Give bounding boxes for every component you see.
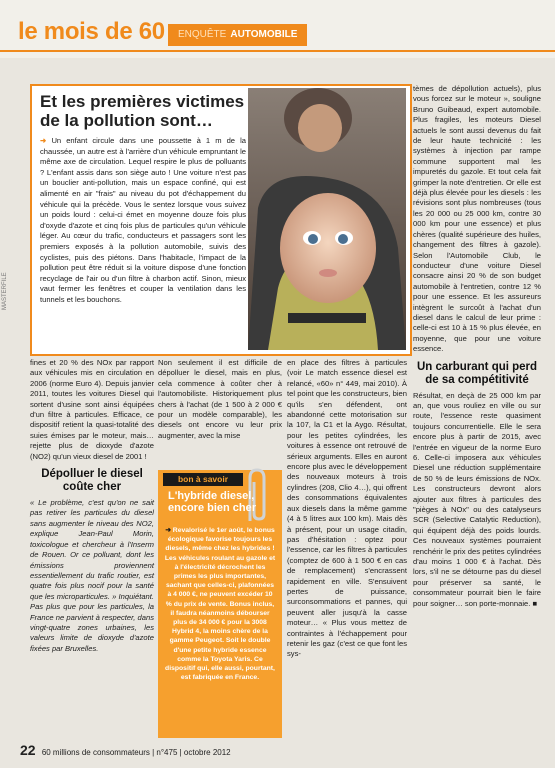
column-4 <box>413 84 541 609</box>
col3-paragraph-1: en place des filtres à particules (voir Le match essence diesel est relancé, «60» n° 449, mai 2010). À tel point que les constructeurs, bien qu'ils s'en défendent, ont abandonné cette motorisation sur la 107, la C1 et la Aygo. Résultat, pour les petites cylindrées, les voitures à essence ont retrouvé de sérieux arguments. Elles en auront encore plus avec le développement des nouveaux moteurs à trois cylindres (208, Clio 4…), qui offrent des consommations équivalentes aux diesels dans la même gamme (4 à 5 litres aux 100 km). Mais dès à présent, pour un usage citadin, pas d'hésitation : optez pour l'essence, car les filtres à particules (comptez de 600 à 1 500 € en cas de remplacement) s'encrassent rapidement en ville. S'ensuivent pertes de puissance, surconsommations et pannes, qui peuvent aller jusqu'à la casse moteur… « Plus vous mettez de contraintes à l'échappement pour retenir les gaz (c'est ce que font les sys- <box>287 358 407 659</box>
col2-paragraph-1: Non seulement il est difficile de dépolluer le diesel, mais en plus, cela commence à coûter cher à l'automobiliste. Historiquement plus chers à l'achat (de 1 500 à 2 000 € pour un modèle comparable), les diesels ont encore vu leur prix augmenter, avec la mise <box>158 358 282 440</box>
col4-paragraph-1: tèmes de dépollution actuels), plus vous forcez sur le moteur », souligne Bruno Guibeaud, expert automobile. Plus fragiles, les moteurs Diesel actuels le sont aussi devenus du fait de leur haute technicité : les systèmes à injection par rampe commune supportent mal les impuretés du gazole. Et tout cela fait grimper la note d'entretien. Or elle est déjà plus élevée pour les diesels : les révisions sont plus nombreuses (tous les 20 000 ou 25 000 km, contre 30 000 km pour une essence) et plus chères (qualité supérieure des huiles, changement des filtres à gazole). Selon l'Automobile Club, le conducteur d'une voiture Diesel consacre ainsi 20 % de son budget automobile à l'entretien, contre 12 % pour une essence. Et les assureurs intègrent le surcoût à l'achat d'un diesel dans le calcul de leur prime : celle-ci est 10 à 15 % plus élevée, en moyenne, que pour une voiture essence. <box>413 84 541 354</box>
arrow-icon: ➜ <box>165 527 173 534</box>
magazine-name: 60 millions de consommateurs <box>41 748 150 757</box>
sidebar-tag: bon à savoir <box>163 473 243 486</box>
column-2 <box>158 358 282 441</box>
section-title: le mois de 60 <box>18 18 165 45</box>
col4-paragraph-2: Résultat, en deçà de 25 000 km par an, que vous rouliez en ville ou sur route, l'essence reste quasiment toujours concurrentielle. Elle le sera encore plus à partir de 2015, avec l'entrée en vigueur de la norme Euro 6. Celle-ci imposera aux véhicules Diesel une réduction supplémentaire de 50 % de leurs émissions de NOx. Les constructeurs devront alors ajouter aux filtres à particules des "pièges à NOx" ou des catalyseurs SCR (Selective Catalytic Reduction), qui équipent déjà des poids lourds. Ces nouveaux systèmes pourraient renchérir le prix des petites cylindrées d'au moins 1 000 € à l'achat. Dès lors, s'il ne se détourne pas du diesel pour préserver sa santé, le consommateur pourrait bien le faire pour soigner… son porte-monnaie. ■ <box>413 390 541 608</box>
col1-paragraph-2: « Le problème, c'est qu'on ne sait pas retirer les particules du diesel sans augmenter le niveau des NO2, explique Jean-Paul Morin, toxicologue et chercheur à l'Inserm de Rouen. Or ce polluant, dont les émissions proviennent essentiellement du trafic routier, est quatre fois plus nocif pour la santé que les microparticules. » Inquiétant. Pas plus que pour les particules, la France ne parvient à respecter, dans vingt-quatre zones urbaines, les valeurs limite de dioxyde d'azote fixées par Bruxelles. <box>30 498 154 653</box>
col1-paragraph-1: fines et 20 % des NOx par rapport aux véhicules mis en circulation en 2006 (norme Euro 4). Depuis janvier 2011, toutes les voitures Diesel qui sortent d'usine sont ainsi équipées d'un filtre à particules. Efficace, ce dispositif retient la quasi-totalité des suies émises par le moteur, mais… rejette plus de dioxyde d'azote (NO2) qu'un vieux diesel de 2001 ! <box>30 358 154 461</box>
arrow-icon: ➜ <box>40 136 52 145</box>
col4-subhead: Un carburant qui perd de sa compétitivité <box>416 360 538 386</box>
baby-car-seat-photo <box>248 88 406 350</box>
issue-date: octobre 2012 <box>183 748 231 757</box>
issue-number: n°475 <box>156 748 178 757</box>
section-tag-prefix: ENQUÊTE <box>178 29 227 40</box>
box-text <box>40 136 246 306</box>
page-footer: 22 60 millions de consommateurs | n°475 | octobre 2012 <box>20 742 231 758</box>
sidebar-title: L'hybride diesel, encore bien cher <box>168 490 257 514</box>
header-rule <box>0 50 555 52</box>
column-1 <box>30 358 154 654</box>
column-3 <box>287 358 407 660</box>
box-text-body: Un enfant circule dans une poussette à 1 m de la chaussée, un autre est à l'arrière d'un véhicule empruntant le même axe de circulation. Lequel respire le plus de polluants ? L'enfant assis dans son siège auto ! Une voiture n'est pas un bouclier anti-pollution, mais un espace confiné, qui est alimenté en air "frais" au niveau du pot d'échappement du véhicule qui la précède. Vous le sentez lorsque vous suivez un poids lourd : celui-ci émet en moyenne douze fois plus d'oxyde d'azote et cinq fois plus de particules qu'un véhicule léger. Au cœur du trafic, conducteurs et passagers sont les premiers exposés à la pollution automobile, suivis des cyclistes, puis des piétons. Dans l'habitacle, l'impact de la pollution peut être réduit si la voiture dispose d'une fonction recyclage de l'air ou d'un filtre à charbon actif. Sinon, mieux vaut fermer les fenêtres et couper la ventilation dans les tunnels et les bouchons. <box>40 136 246 304</box>
box-title: Et les premières victimes de la pollution sont… <box>40 92 245 130</box>
sidebar-text <box>164 526 276 682</box>
section-tag-label: AUTOMOBILE <box>230 29 298 40</box>
section-tag <box>168 24 307 46</box>
sidebar-text-body: Revalorisé le 1er août, le bonus écologique favorise toujours les diesels, même chez les hybrides ! Les véhicules roulant au gazole et à l'électricité décrochent les primes les plus importantes, sachant que celles-ci, plafonnées à 4 000 €, ne peuvent excéder 10 % du prix de vente. Bonus inclus, il faudra néanmoins débourser plus de 34 000 € pour la 3008 Hybrid 4, la moins chère de la gamme Peugeot. Soit le double d'une petite hybride essence comme la Toyota Yaris. Ce dispositif qui, elle aussi, pourtant, est fabriquée en France. <box>164 527 276 682</box>
page-number: 22 <box>20 742 36 758</box>
col1-subhead: Dépolluer le diesel coûte cher <box>41 468 143 494</box>
photo-credit: MASTERFILE <box>2 272 8 310</box>
